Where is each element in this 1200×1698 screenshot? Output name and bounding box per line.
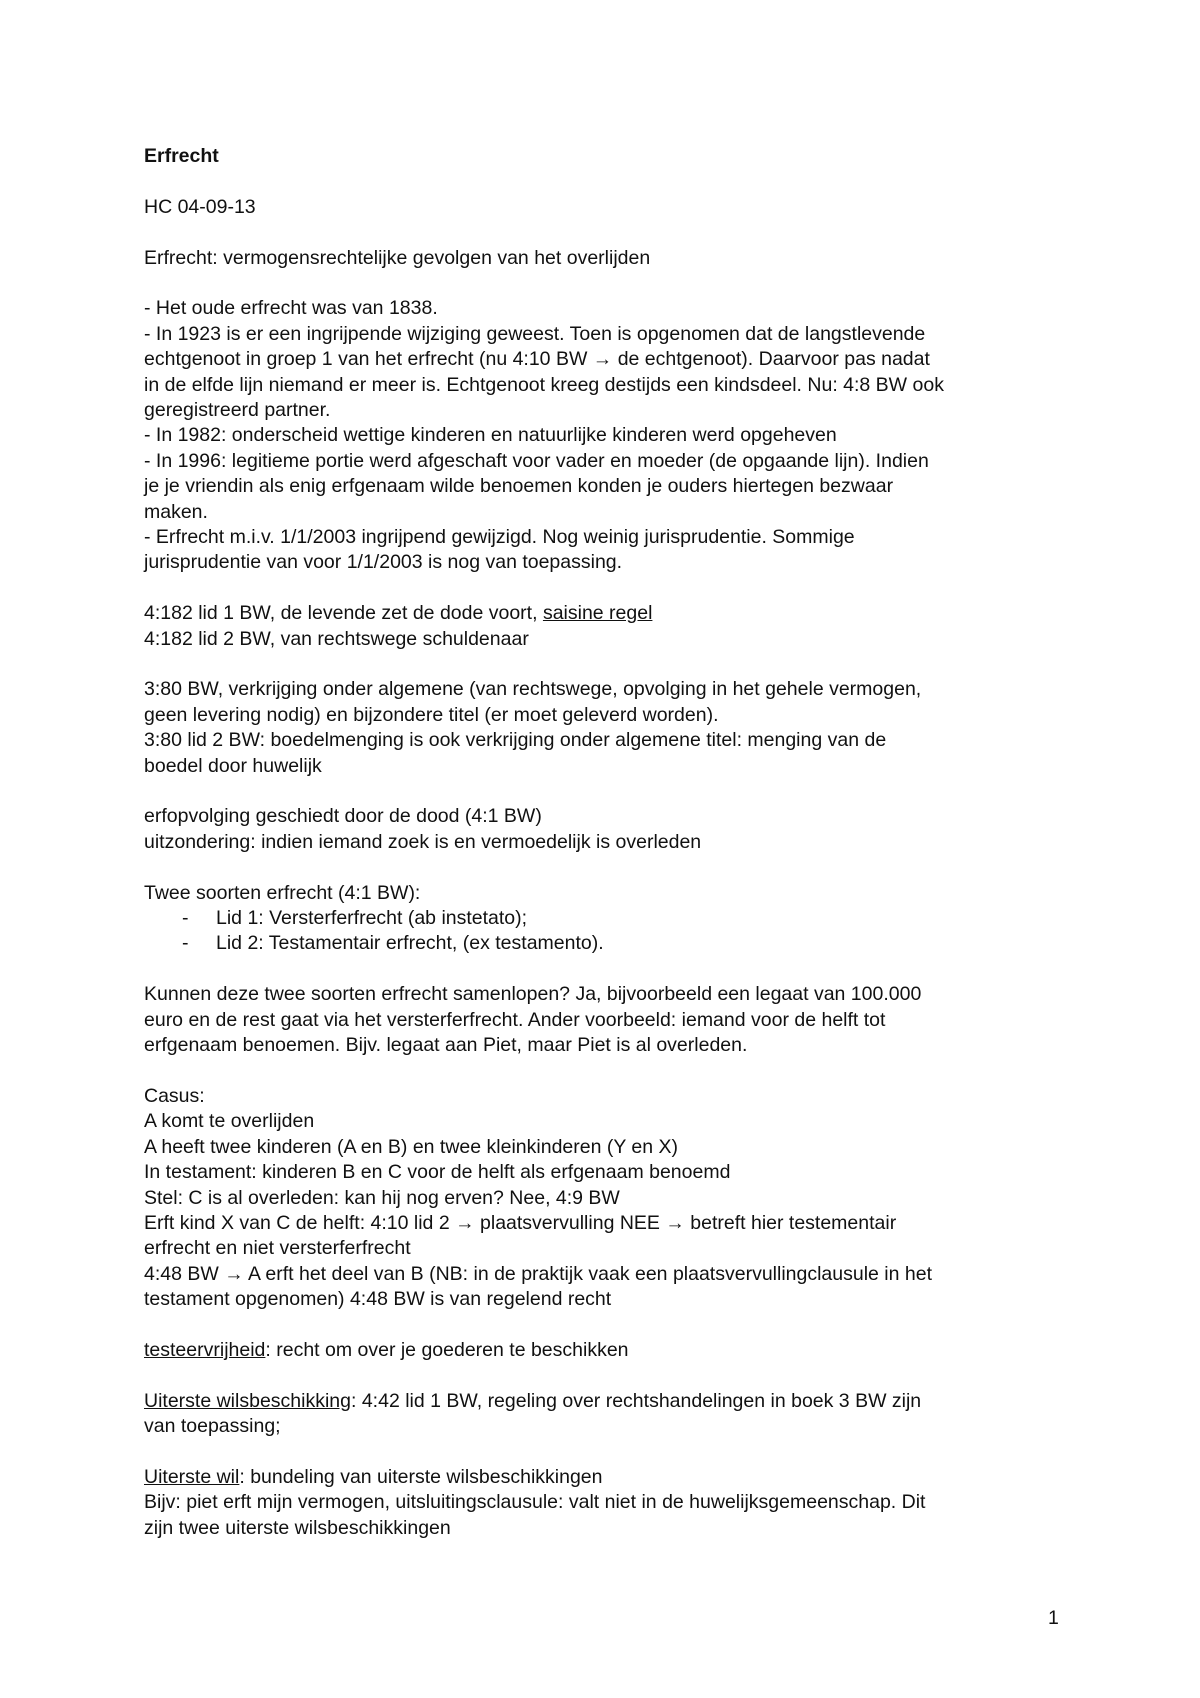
casus-heading: Casus: <box>144 1084 205 1107</box>
text-segment: : bundeling van uiterste wilsbeschikkingen <box>239 1465 603 1488</box>
text-segment: echtgenoot in groep 1 van het erfrecht (nu 4:10 BW <box>144 348 593 371</box>
erfopvolging-line: uitzondering: indien iemand zoek is en vermoedelijk is overleden <box>144 830 702 853</box>
spacer <box>144 169 1074 194</box>
verkrijging-line: geen levering nodig) en bijzondere titel (er moet geleverd worden). <box>144 703 719 726</box>
document-title: Erfrecht <box>144 145 219 167</box>
casus-line: testament opgenomen) 4:48 BW is van regelend recht <box>144 1288 612 1311</box>
spacer <box>144 220 1074 245</box>
history-line: je je vriendin als enig erfgenaam wilde benoemen konden je ouders hiertegen bezwaar <box>144 475 894 498</box>
wilsbeschikking-line: van toepassing; <box>144 1415 281 1438</box>
history-line: in de elfde lijn niemand er meer is. Echtgenoot kreeg destijds een kindsdeel. Nu: 4:8 BW ook <box>144 373 944 396</box>
history-line: - In 1923 is er een ingrijpende wijziging geweest. Toen is opgenomen dat de langstlevende <box>144 322 926 345</box>
text-segment: Erft kind X van C de helft: 4:10 lid 2 <box>144 1211 456 1234</box>
erfopvolging-line: erfopvolging geschiedt door de dood (4:1 BW) <box>144 805 542 828</box>
spacer <box>144 1440 1074 1465</box>
dash-bullet-icon: - <box>182 932 189 955</box>
list-item-text: Lid 1: Versterferfrecht (ab instetato); <box>216 907 528 930</box>
spacer <box>144 271 1074 296</box>
history-line: - In 1996: legitieme portie werd afgeschaft voor vader en moeder (de opgaande lijn). Indien <box>144 449 929 472</box>
spacer <box>144 1313 1074 1338</box>
text-segment: plaatsvervulling NEE <box>474 1211 666 1234</box>
spacer <box>144 779 1074 804</box>
casus-line: In testament: kinderen B en C voor de helft als erfgenaam benoemd <box>144 1161 731 1184</box>
schuldenaar-line: 4:182 lid 2 BW, van rechtswege schuldenaar <box>144 627 529 650</box>
lecture-date: HC 04-09-13 <box>144 195 256 218</box>
verkrijging-line: 3:80 lid 2 BW: boedelmenging is ook verkrijging onder algemene titel: menging van de <box>144 729 887 752</box>
casus-line: A heeft twee kinderen (A en B) en twee kleinkinderen (Y en X) <box>144 1135 679 1158</box>
bijv-line: Bijv: piet erft mijn vermogen, uitsluitingsclausule: valt niet in de huwelijksgemeenschap. Dit <box>144 1491 926 1514</box>
arrow-icon: → <box>224 1262 244 1285</box>
text-segment: betreft hier testementair <box>684 1211 897 1234</box>
spacer <box>144 1059 1074 1084</box>
testeervrijheid-line <box>144 1338 1074 1363</box>
history-line: - Het oude erfrecht was van 1838. <box>144 297 438 320</box>
text-segment: de echtgenoot). Daarvoor pas nadat <box>612 348 930 371</box>
page-number: 1 <box>1048 1607 1059 1629</box>
verkrijging-line: 3:80 BW, verkrijging onder algemene (van rechtswege, opvolging in het gehele vermogen, <box>144 678 922 701</box>
samenlopen-line: Kunnen deze twee soorten erfrecht samenlopen? Ja, bijvoorbeeld een legaat van 100.000 <box>144 983 922 1006</box>
text-segment: : 4:42 lid 1 BW, regeling over rechtshandelingen in boek 3 BW zijn <box>351 1389 922 1412</box>
casus-line: erfrecht en niet versterferfrecht <box>144 1237 411 1260</box>
document-body <box>144 144 1074 1541</box>
casus-line: A komt te overlijden <box>144 1110 315 1133</box>
history-line: geregistreerd partner. <box>144 399 331 422</box>
history-line: maken. <box>144 500 208 523</box>
arrow-icon: → <box>455 1211 475 1234</box>
verkrijging-line: boedel door huwelijk <box>144 754 322 777</box>
bijv-line: zijn twee uiterste wilsbeschikkingen <box>144 1516 451 1539</box>
uiterste-wil-line <box>144 1465 1074 1490</box>
history-line: - Erfrecht m.i.v. 1/1/2003 ingrijpend gewijzigd. Nog weinig jurisprudentie. Sommige <box>144 526 855 549</box>
underlined-term: Uiterste wil <box>144 1465 240 1488</box>
spacer <box>144 957 1074 982</box>
history-line: jurisprudentie van voor 1/1/2003 is nog van toepassing. <box>144 551 623 574</box>
underlined-term: Uiterste wilsbeschikking <box>144 1389 351 1412</box>
casus-line <box>144 1262 1074 1287</box>
list-item-text: Lid 2: Testamentair erfrecht, (ex testamento). <box>216 932 604 955</box>
casus-line: Stel: C is al overleden: kan hij nog erven? Nee, 4:9 BW <box>144 1186 620 1209</box>
list-item <box>144 906 1074 931</box>
casus-line <box>144 1211 1074 1236</box>
wilsbeschikking-line <box>144 1389 1074 1414</box>
dash-bullet-icon: - <box>182 907 189 930</box>
arrow-icon: → <box>592 348 613 371</box>
arrow-icon: → <box>665 1211 685 1234</box>
text-segment: A erft het deel van B (NB: in de praktijk vaak een plaatsvervullingclausule in het <box>243 1262 933 1285</box>
underlined-term: saisine regel <box>542 602 653 625</box>
samenlopen-line: euro en de rest gaat via het versterferfrecht. Ander voorbeeld: iemand voor de helft tot <box>144 1008 886 1031</box>
spacer <box>144 1363 1074 1388</box>
spacer <box>144 652 1074 677</box>
history-line <box>144 347 1074 372</box>
text-segment: 4:48 BW <box>144 1262 225 1285</box>
spacer <box>144 576 1074 601</box>
spacer <box>144 855 1074 880</box>
definition-line: Erfrecht: vermogensrechtelijke gevolgen van het overlijden <box>144 246 651 269</box>
text-segment: 4:182 lid 1 BW, de levende zet de dode voort, <box>144 602 543 625</box>
history-line: - In 1982: onderscheid wettige kinderen en natuurlijke kinderen werd opgeheven <box>144 424 837 447</box>
text-segment: : recht om over je goederen te beschikken <box>265 1338 629 1361</box>
soorten-heading: Twee soorten erfrecht (4:1 BW): <box>144 881 421 904</box>
samenlopen-line: erfgenaam benoemen. Bijv. legaat aan Piet, maar Piet is al overleden. <box>144 1034 748 1057</box>
list-item <box>144 931 1074 956</box>
underlined-term: testeervrijheid <box>144 1338 266 1361</box>
saisine-line <box>144 601 1074 626</box>
